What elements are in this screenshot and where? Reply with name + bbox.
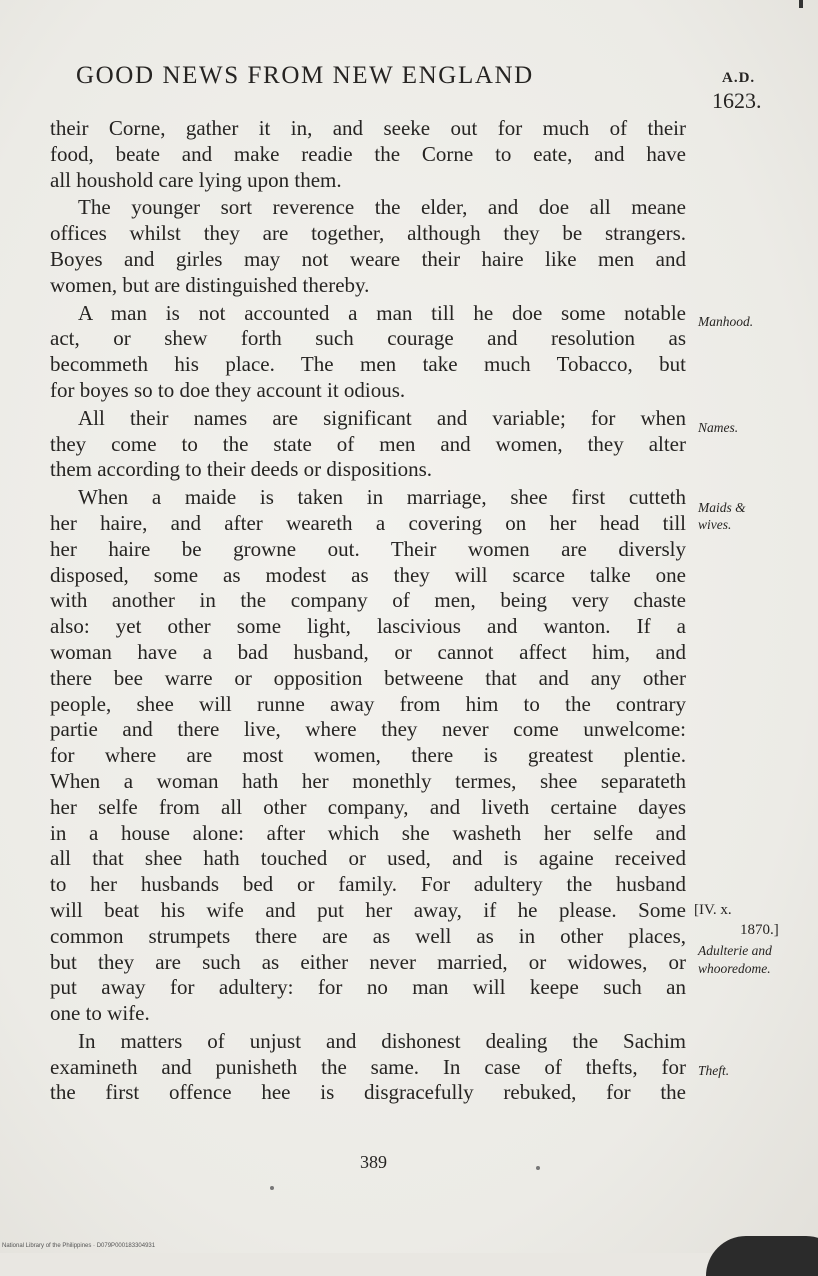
text-line: her haire be growne out. Their women are diversly — [50, 536, 686, 561]
page-number: 389 — [360, 1152, 387, 1172]
text-line: A man is not accounted a man till he doe some notable — [78, 300, 686, 325]
margin-note-names: Names. — [698, 420, 739, 435]
text-line: partie and there live, where they never come unwelcome: — [50, 717, 686, 742]
text-line: her haire, and after weareth a covering on her head till — [50, 510, 686, 535]
margin-note-adulterie: Adulterie and — [698, 943, 772, 958]
text-line: becommeth his place. The men take much Tobacco, but — [50, 352, 686, 377]
margin-note-theft: Theft. — [698, 1063, 730, 1078]
scan-shadow — [706, 1236, 818, 1276]
text-line: also: yet other some light, lascivious and wanton. If a — [50, 614, 686, 639]
text-line: the first offence hee is disgracefully rebuked, for the — [50, 1080, 686, 1105]
text-line: woman have a bad husband, or cannot affect him, and — [50, 639, 686, 664]
text-line: all that shee hath touched or used, and is againe received — [50, 846, 686, 871]
text-line: them according to their deeds or dispositions. — [50, 457, 433, 482]
text-line: All their names are significant and variable; for when — [78, 405, 686, 430]
date-year: 1623. — [712, 88, 762, 113]
text-line: offices whilst they are together, although they be strangers. — [50, 221, 686, 246]
running-head: GOOD NEWS FROM NEW ENGLAND — [76, 62, 534, 89]
volume-reference: [IV. x. — [694, 902, 732, 918]
text-line: When a woman hath her monethly termes, shee separateth — [50, 768, 686, 793]
text-line: disposed, some as modest as they will scarce talke one — [50, 562, 686, 587]
paper-speck — [270, 1186, 274, 1190]
margin-note-wives: wives. — [698, 517, 732, 532]
text-line: but they are such as either never married, or widowes, or — [50, 949, 686, 974]
text-line: will beat his wife and put her away, if he please. Some — [50, 897, 686, 922]
text-line: to her husbands bed or family. For adultery the husband — [50, 872, 686, 897]
text-line: common strumpets there are as well as in other places, — [50, 923, 686, 948]
text-line: examineth and punisheth the same. In case of thefts, for — [50, 1054, 686, 1079]
text-line: put away for adultery: for no man will keepe such an — [50, 975, 686, 1000]
text-line: In matters of unjust and dishonest dealing the Sachim — [78, 1028, 686, 1053]
text-line: act, or shew forth such courage and resolution as — [50, 326, 686, 351]
body-text — [50, 116, 686, 1106]
text-line: Boyes and girles may not weare their haire like men and — [50, 246, 686, 271]
scan-credit: National Library of the Philippines · D079P000183304931 — [2, 1243, 156, 1249]
text-line: When a maide is taken in marriage, shee first cutteth — [78, 485, 686, 510]
text-line: there bee warre or opposition betweene that and any other — [50, 665, 686, 690]
margin-note-whooredome: whooredome. — [698, 961, 771, 976]
text-line: one to wife. — [50, 1001, 150, 1026]
text-line: in a house alone: after which she washeth her selfe and — [50, 820, 686, 845]
text-line: all houshold care lying upon them. — [50, 167, 342, 192]
text-line: they come to the state of men and women, they alter — [50, 431, 686, 456]
text-line: with another in the company of men, being very chaste — [50, 588, 686, 613]
margin-note-manhood: Manhood. — [698, 314, 754, 329]
text-line: women, but are distinguished thereby. — [50, 272, 370, 297]
margin-note-maids: Maids & — [698, 500, 746, 515]
date-label: A.D. — [722, 70, 756, 86]
text-line: for boyes so to doe they account it odious. — [50, 377, 406, 402]
text-line: people, shee will runne away from him to the contrary — [50, 691, 686, 716]
text-line: food, beate and make readie the Corne to eate, and have — [50, 141, 686, 166]
text-line: for where are most women, there is greatest plentie. — [50, 743, 686, 768]
text-line: her selfe from all other company, and liveth certaine dayes — [50, 794, 686, 819]
text-line: their Corne, gather it in, and seeke out for much of their — [50, 116, 686, 140]
volume-reference-year: 1870.] — [740, 922, 779, 938]
paper-speck — [536, 1166, 540, 1170]
scan-mark — [799, 0, 803, 8]
text-line: The younger sort reverence the elder, and doe all meane — [78, 195, 686, 220]
